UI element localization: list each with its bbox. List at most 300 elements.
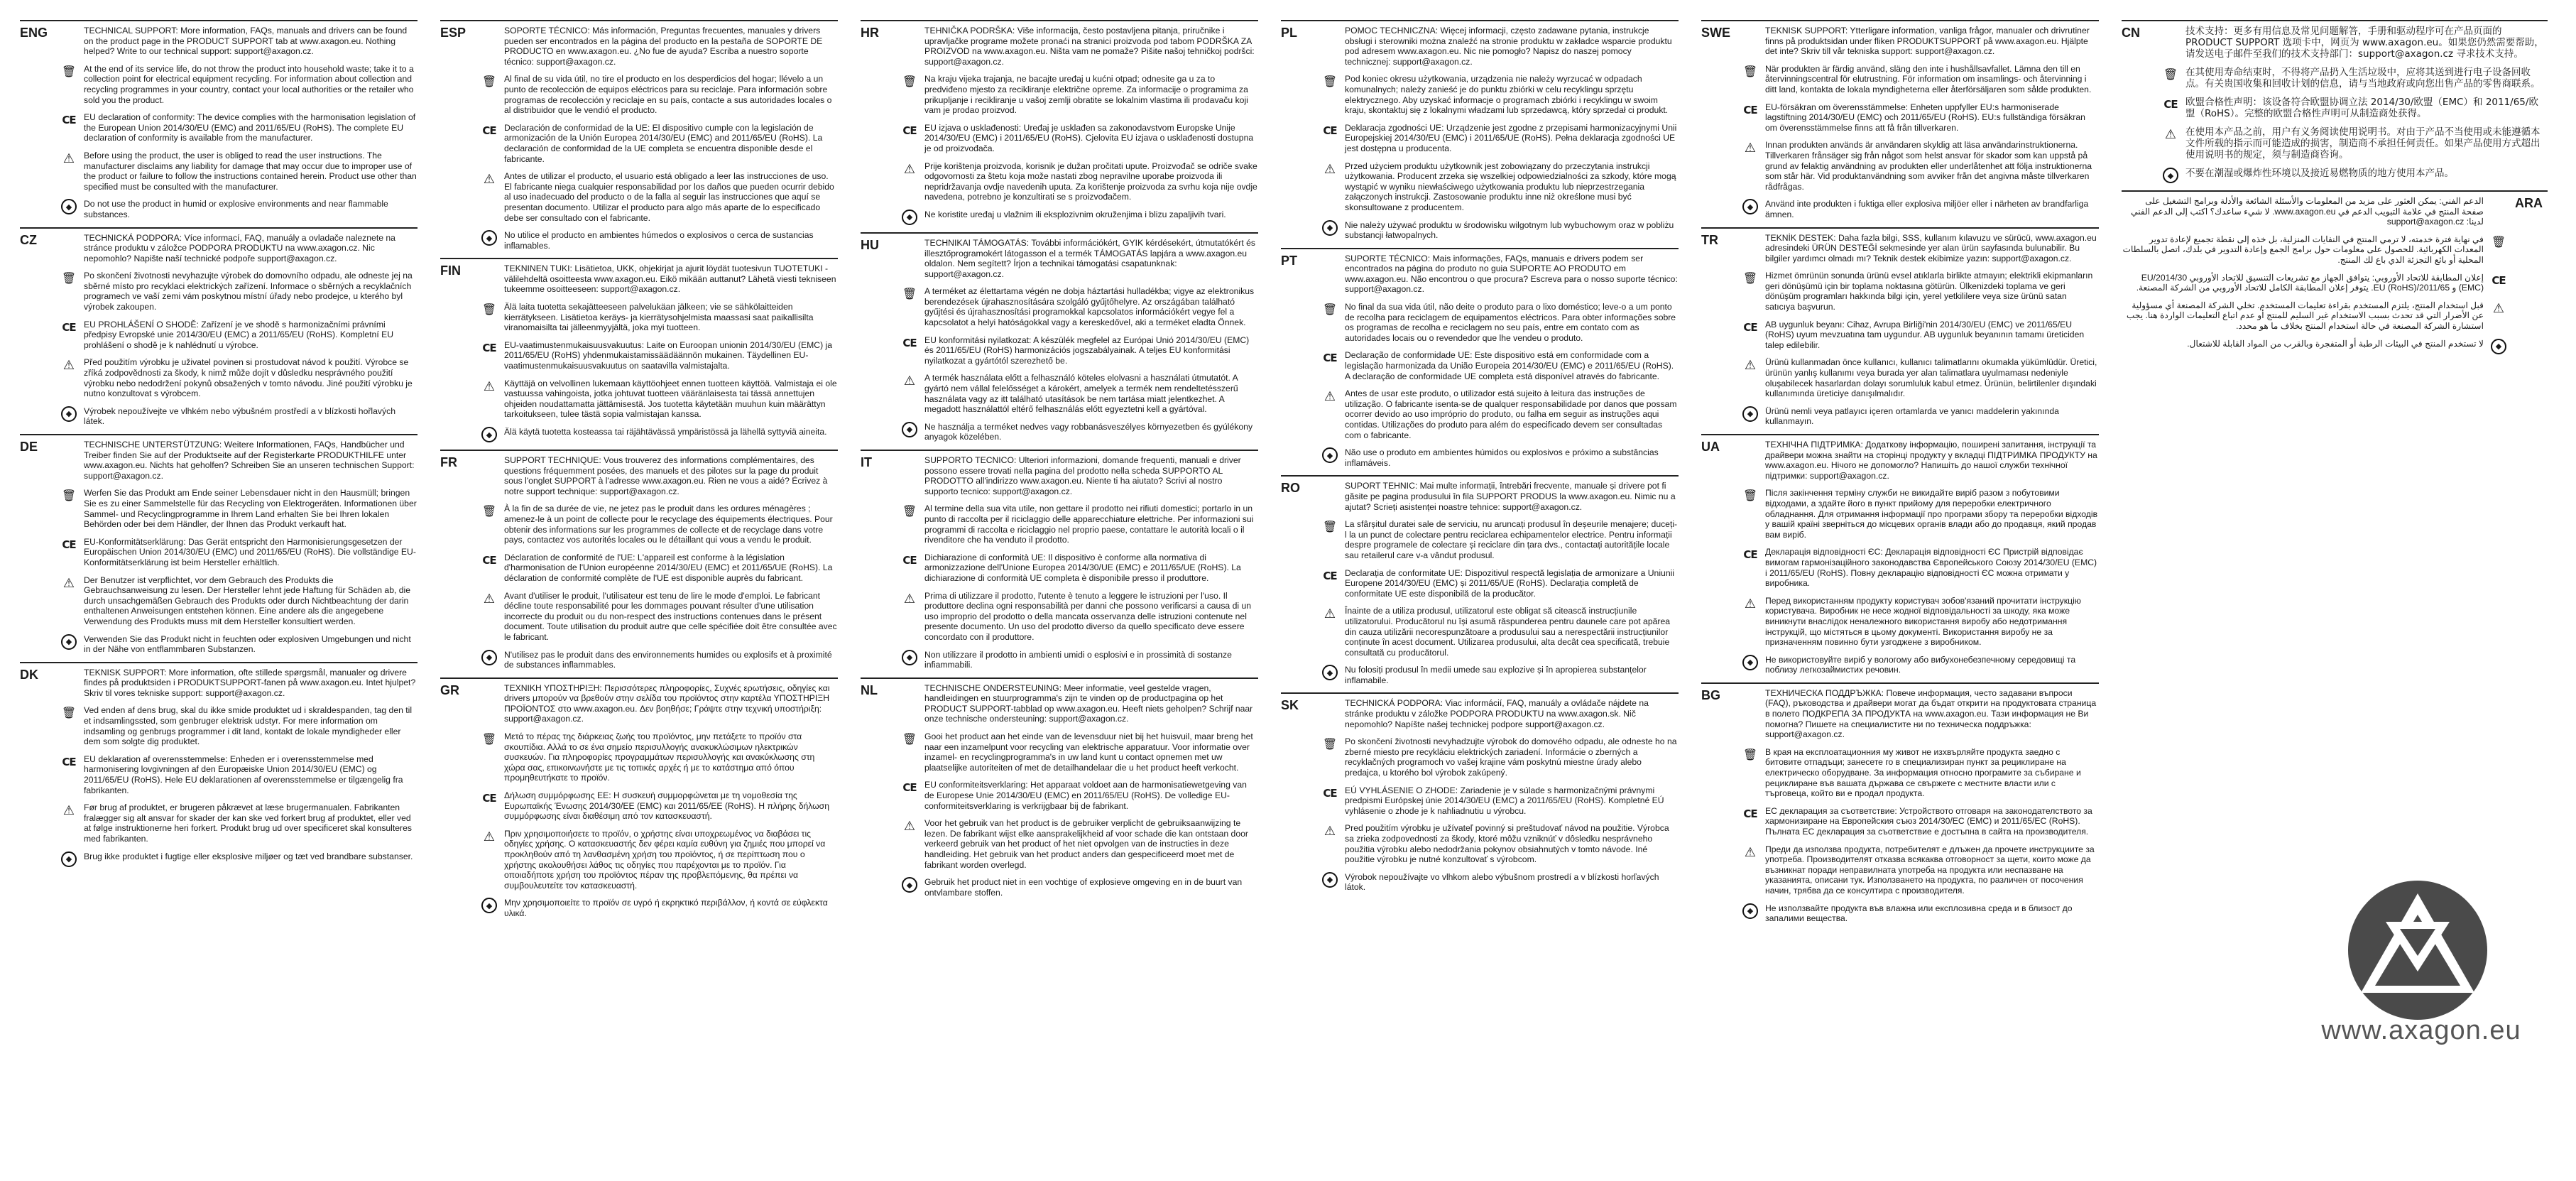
ce-mark-icon: CE — [1323, 786, 1337, 800]
blank-icon-slot — [2161, 26, 2180, 41]
notice-item — [900, 591, 1258, 643]
notice-item — [480, 504, 838, 545]
warning-icon: ⚠ — [1324, 389, 1336, 404]
notice-item — [1321, 785, 1679, 817]
notice-item — [480, 683, 838, 724]
language-code: FR — [440, 455, 457, 469]
notice-text: Før brug af produktet, er brugeren påkrævet at læse brugermanualen. Fabrikanten fralægger sig alt ansvar for skader der kan ske ved forkert brug af produktet, eller ved at følge instruktionerne heri forkert. Produkt brug ud over specificeret skal konsulteres med fabrikanten. — [84, 802, 412, 844]
weee-bin-icon: 🗑 — [902, 506, 917, 518]
notice-item — [2161, 67, 2548, 89]
language-code: RO — [1281, 481, 1300, 496]
notice-item — [1321, 568, 1679, 599]
notice-text: EU deklaration af overensstemmelse: Enheden er i overensstemmelse med harmonisering lovgivningen af den Europæiske Union 2014/30/EU (EMC) og 2011/65/EU (RoHS). Hele EU deklarationen af overensstemmelse er tilgængelig fra fabrikanten. — [84, 753, 403, 795]
language-code: TR — [1701, 232, 1718, 247]
notice-item — [60, 575, 417, 627]
ce-mark-icon: CE — [1743, 807, 1757, 820]
notice-item — [900, 455, 1258, 496]
notice-text: Nie należy używać produktu w środowisku wilgotnym lub wybuchowym oraz w pobliżu substancji łatwopalnych. — [1345, 219, 1674, 241]
notice-item — [900, 683, 1258, 724]
notice-text: Δήλωση συμμόρφωσης ΕΕ: Η συσκευή συμμορφώνεται με τη νομοθεσία της Ευρωπαϊκής Ένωσης 2014/30/ΕΕ (EMC) και 2011/65/ΕΕ (RoHS). Η πλήρης δήλωση συμμόρφωσης είναι διαθέσιμη από τον κατασκευαστή. — [504, 790, 829, 822]
notice-text: Hizmet ömrünün sonunda ürünü evsel atıklarla birlikte atmayın; elektrikli ekipmanların geri dönüşümü için bir toplama noktasına götürün. Ülkenizdeki toplama ve geri dönüşüm programları hakkında bilgi için, yerel yetkililere veya size ürünü satan satıcıya başvurun. — [1765, 271, 2093, 312]
weee-bin-icon: 🗑 — [1742, 749, 1758, 761]
language-section-ara — [2122, 190, 2548, 354]
blank-icon-slot — [60, 668, 78, 683]
no-flammable-icon: ◆ — [60, 851, 78, 867]
warning-icon: ⚠ — [1744, 358, 1757, 373]
notice-text: Înainte de a utiliza produsul, utilizatorul este obligat să citească instrucțiunile utilizatorului. Producătorul nu își asumă răspunderea pentru daunele care pot apărea din cauza utilizării necorespunzătoare a produsului sau a nerespectării instrucțiunilor conținute în acest document. Utilizarea produsului, alta decât cea specificată, trebuie consultată cu producătorul. — [1345, 606, 1670, 658]
notice-text: Ürünü nemli veya patlayıcı içeren ortamlarda ve yanıcı maddelerin yakınında kullanmayın. — [1765, 406, 2059, 427]
notice-item — [480, 123, 838, 164]
notice-text: Voor het gebruik van het product is de gebruiker verplicht de gebruiksaanwijzing te lezen. De fabrikant wijst elke aansprakelijkheid af voor schade die kan ontstaan door verkeerd gebruik van het product of het niet opvolgen van de instructies in deze handleiding. Het gebruik van het product anders dan gespecificeerd moet met de fabrikant worden overlegd. — [924, 818, 1248, 870]
ce-mark-icon: CE — [482, 553, 496, 567]
notice-item — [60, 26, 417, 57]
blank-icon-slot — [900, 26, 919, 41]
notice-text: 在其使用寿命结束时，不得将产品扔入生活垃圾中，应将其送到进行电子设备回收点。有关贵国收集和回收计划的信息，请与当地政府或向您出售产品的零售商联系。 — [2185, 67, 2540, 89]
no-flammable-icon: ◆ — [900, 650, 919, 665]
warning-icon: ⚠ — [1324, 824, 1336, 839]
no-flammable-icon: ◆ — [60, 199, 78, 214]
language-column — [1281, 20, 1679, 900]
notice-text: TEKNISK SUPPORT: More information, ofte stillede spørgsmål, manualer og drivere findes på produktsiden i PRODUKTSUPPORT-fanen på www.axagon.eu. Intet hjulpet? Skriv til vores tekniske support: support@axagon.cz. — [84, 667, 416, 698]
notice-item — [60, 440, 417, 481]
notice-item — [900, 373, 1258, 414]
notice-text: Після закінчення терміну служби не викидайте виріб разом з побутовими відходами, а здайте його в пункт прийому для переробки електричного обладнання. Для отримання інформації про програми збору та переробки відходів у вашій країні зверніться до місцевих органів влади або до продавця, який продав вам виріб. — [1765, 488, 2098, 540]
language-code: CZ — [20, 232, 37, 247]
notice-text: Μην χρησιμοποιείτε το προϊόν σε υγρό ή εκρηκτικό περιβάλλον, ή κοντά σε εύφλεκτα υλικά. — [504, 898, 828, 918]
notice-item — [1741, 903, 2099, 924]
notice-item — [480, 650, 838, 670]
notice-text: TECHNICKÁ PODPORA: Více informací, FAQ, manuály a ovladače naleznete na stránce produktu v záložce PODPORA PRODUKTU na www.axagon.cz. Nic nepomohlo? Napište naší technické podpoře support@axagon.cz. — [84, 232, 395, 263]
notice-text: Använd inte produkten i fuktiga eller explosiva miljöer eller i närheten av brandfarliga ämnen. — [1765, 199, 2089, 219]
language-section-pl — [1281, 20, 1679, 241]
ce-mark-icon: CE — [62, 114, 76, 127]
notice-item — [60, 802, 417, 844]
notice-item — [1321, 606, 1679, 658]
notice-item — [60, 488, 417, 529]
language-code: BG — [1701, 687, 1720, 702]
notice-item — [1741, 655, 2099, 675]
no-flammable-icon: ◆ — [480, 650, 498, 665]
language-section-swe — [1701, 20, 2099, 220]
language-code: FIN — [440, 263, 461, 278]
warning-icon: ⚠ — [483, 172, 496, 187]
ce-mark-icon: CE — [2492, 273, 2506, 287]
language-section-it — [861, 450, 1258, 670]
notice-text: لا تستخدم المنتج في البيئات الرطبة أو المتفجرة وبالقرب من المواد القابلة للاشتعال. — [2187, 338, 2484, 349]
notice-text: À la fin de sa durée de vie, ne jetez pas le produit dans les ordures ménagères ; amenez-le à un point de collecte pour le recyclage des équipements électriques. Pour obtenir des informations sur les programmes de collecte et de recyclage dans votre pays, contactez vos autorités locales ou le détaillant qui vous a vendu le produit. — [504, 504, 833, 545]
no-flammable-icon: ◆ — [1741, 903, 1759, 919]
notice-text: ΤΕΧΝΙΚΗ ΥΠΟΣΤΗΡΙΞΗ: Περισσότερες πληροφορίες, Συχνές ερωτήσεις, οδηγίες και drivers μπορούν να βρεθούν στην σελίδα του προϊόντος στην καρτέλα ΥΠΟΣΤΗΡΙΞΗ ΠΡΟΪΟΝΤΟΣ στο www.axagon.eu. Δεν βοηθήσε; Γράψτε στην τεχνική υποστήριξη: support@axagon.cz. — [504, 682, 830, 724]
warning-icon: ⚠ — [2492, 300, 2505, 315]
warning-icon: ⚠ — [62, 151, 75, 165]
notice-text: EU konformitási nyilatkozat: A készülék megfelel az Európai Unió 2014/30/EU (EMC) és 2011/65/EU (RoHS) harmonizációs jogszabályainak. A teljes EU konformitási nyilatkozat a gyártótól szerezhető be. — [924, 334, 1250, 366]
language-section-bg — [1701, 682, 2099, 924]
notice-text: Käyttäjä on velvollinen lukemaan käyttöohjeet ennen tuotteen käyttöä. Valmistaja ei ole vastuussa vahingoista, jotka johtuvat tuotteen vääränlaisesta tai tässä annettujen ohjeiden noudattamatta jättämisestä. Jos tuotetta käytetään muuhun kuin määrättyn tarkoitukseen, tulee tästä sopia valmistajan kanssa. — [504, 378, 837, 420]
notice-text: 在使用本产品之前，用户有义务阅读使用说明书。对由于产品不当使用或未能遵循本文件所载的指示而可能造成的损害，制造商不承担任何责任。如果产品使用方式超出使用说明书的规定，须与制造商咨询。 — [2185, 126, 2540, 160]
weee-bin-icon: 🗑 — [902, 734, 917, 746]
language-code: PT — [1281, 253, 1298, 268]
notice-item — [60, 406, 417, 427]
notice-text: ТЕХНИЧЕСКА ПОДДРЪЖКА: Повече информация, често задавани въпроси (FAQ), ръководства и драйвери могат да бъдат открити на продуктовата страница в полето ПОДКРЕПА ЗА ПРОДУКТА на www.axagon.eu. Тази информация не Ви помогна? Пишете на специалистите ни по техническа поддръжка: support@axagon.cz. — [1765, 687, 2097, 740]
notice-item — [1741, 844, 2099, 896]
notice-item — [60, 357, 417, 398]
language-column — [861, 20, 1258, 905]
notice-text: Prima di utilizzare il prodotto, l'utente è tenuto a leggere le istruzioni per l'uso. Il produttore declina ogni responsabilità per danni che possono verificarsi a causa di un uso improprio del prodotto o della mancata osservanza delle istruzioni contenute nel presente documento. Un uso del prodotto diverso da quello specificato deve essere concordato con il produttore. — [924, 590, 1252, 642]
notice-item — [480, 427, 838, 442]
notice-item — [2161, 26, 2548, 60]
ce-mark-icon: CE — [1743, 548, 1757, 562]
notice-item — [1741, 233, 2099, 264]
weee-bin-icon: 🗑 — [481, 506, 497, 518]
notice-item — [1321, 447, 1679, 468]
warning-icon: ⚠ — [483, 379, 496, 393]
warning-icon: ⚠ — [2164, 127, 2177, 141]
weee-bin-icon: 🗑 — [61, 273, 77, 285]
notice-text: Déclaration de conformité de l'UE: L'appareil est conforme à la législation d'harmonisation de l'Union européenne 2014/30/EU (EMC) et 2011/65/UE (RoHS). La déclaration de conformité complète de l'UE est disponible auprès du fabricant. — [504, 552, 833, 583]
blank-icon-slot — [1321, 254, 1339, 269]
weee-bin-icon: 🗑 — [1322, 304, 1338, 317]
notice-text: SUPORTE TÉCNICO: Mais informações, FAQs, manuais e drivers podem ser encontrados na página do produto no guia SUPORTE AO PRODUTO em www.axagon.eu. Não encontrou o que procura? Escreva para o nosso suporte técnico: support@axagon.cz. — [1345, 253, 1678, 295]
notice-text: Declarația de conformitate UE: Dispozitivul respectă legislația de armonizare a Uniunii Europene 2014/30/EU (EMC) și 2011/65/UE (RoHS). Declarația completă de conformitate UE este disponibilă de la producător. — [1345, 567, 1675, 599]
notice-item — [2122, 300, 2508, 332]
notice-text: SUPPORTO TECNICO: Ulteriori informazioni, domande frequenti, manuali e driver possono essere trovati nella pagina del prodotto nella scheda SUPPORTO AL PRODOTTO all'indirizzo www.axagon.eu. Niente ti ha aiutato? Scrivi al nostro supporto tecnico: support@axagon.cz. — [924, 455, 1241, 496]
notice-text: N'utilisez pas le produit dans des environnements humides ou explosifs et à proximité de substances inflammables. — [504, 649, 832, 670]
blank-icon-slot — [1741, 26, 1759, 41]
notice-text: Pod koniec okresu użytkowania, urządzenia nie należy wyrzucać w odpadach komunalnych; należy zanieść je do punktu zbiórki w celu recyklingu sprzętu elektrycznego. Aby uzyskać informacje o programach zbiórki i recyklingu w swoim kraju, skontaktuj się z lokalnymi władzami lub sprzedawcą, który sprzedał ci produkt. — [1345, 74, 1669, 116]
notice-item — [2161, 126, 2548, 160]
notice-item — [900, 422, 1258, 442]
language-code: IT — [861, 455, 872, 469]
language-section-dk — [20, 662, 417, 867]
language-section-hu — [861, 232, 1258, 442]
notice-text: Не використовуйте виріб у вологому або вибухонебезпечному середовищі та поблизу легкозаймистих речовин. — [1765, 654, 2076, 675]
no-flammable-icon: ◆ — [1741, 655, 1759, 670]
notice-text: TEHNIČKA PODRŠKA: Više informacija, često postavljena pitanja, priručnike i upravljačke programe možete pronaći na stranici proizvoda pod tabom PODRŠKA ZA PROIZVOD na www.axagon.eu. Ništa vam ne pomaže? Pišite našoj tehničkoj podršci: support@axagon.cz. — [924, 26, 1255, 67]
notice-item — [1741, 271, 2099, 312]
notice-item — [60, 233, 417, 264]
notice-text: EU PROHLÁŠENÍ O SHODĚ: Zařízení je ve shodě s harmonizačními právními předpisy Evropské unie 2014/30/EU (EMC) a 2011/65/EU (RoHS). Kompletní EU prohlášení o shodě je k nahlédnutí u výrobce. — [84, 319, 394, 350]
no-flammable-icon: ◆ — [1321, 665, 1339, 680]
notice-item — [60, 634, 417, 655]
no-flammable-icon: ◆ — [60, 634, 78, 650]
blank-icon-slot — [2489, 196, 2508, 212]
notice-item — [60, 754, 417, 795]
notice-item — [1741, 488, 2099, 540]
notice-text: EÚ VYHLÁSENIE O ZHODE: Zariadenie je v súlade s harmonizačnými právnymi predpismi Európskej únie 2014/30/EU (EMC) a 2011/65/EU (RoHS). Kompletné EÚ vyhlásenie o zhode je k nahliadnutiu u výrobcu. — [1345, 785, 1664, 816]
language-section-de — [20, 434, 417, 655]
notice-item — [1741, 357, 2099, 398]
notice-item — [60, 199, 417, 219]
language-code: ENG — [20, 26, 48, 40]
notice-item — [60, 271, 417, 312]
warning-icon: ⚠ — [903, 819, 916, 834]
notice-text: Ne koristite uređaj u vlažnim ili eksplozivnim okruženjima i blizu zapaljivih tvari. — [924, 209, 1226, 219]
language-code: DK — [20, 667, 38, 682]
no-flammable-icon: ◆ — [1741, 406, 1759, 422]
notice-item — [900, 161, 1258, 202]
notice-item — [1741, 547, 2099, 588]
notice-text: ЕС декларация за съответствие: Устройството отговаря на законодателството за хармонизиране на Европейския съюз 2014/30/ЕС (EMC) и 2011/65/ЕС (RoHS). Пълната ЕС декларация за съответствие е достъпна в сайта на производителя. — [1765, 805, 2092, 837]
blank-icon-slot — [1741, 440, 1759, 455]
warning-icon: ⚠ — [1744, 141, 1757, 156]
blank-icon-slot — [1321, 698, 1339, 714]
notice-item — [900, 238, 1258, 279]
notice-item — [1741, 64, 2099, 95]
blank-icon-slot — [1321, 26, 1339, 41]
notice-item — [1741, 26, 2099, 57]
notice-item — [480, 263, 838, 295]
ce-mark-icon: CE — [62, 755, 76, 768]
notice-item — [480, 379, 838, 420]
notice-text: Перед використанням продукту користувач зобов'язаний прочитати інструкцію користувача. Виробник не несе жодної відповідальності за шкоду, яка може виникнути внаслідок неналежного використання виробу або недотримання інструкцій, що містяться в цьому документі. Використання виробу не за призначенням повинно бути узгоджене з виробником. — [1765, 595, 2081, 648]
weee-bin-icon: 🗑 — [1742, 490, 1758, 503]
notice-text: La sfârșitul duratei sale de serviciu, nu aruncați produsul în deșeurile menajere; duceți-l la un punct de colectare pentru reciclarea echipamentelor electrice. Pentru informații despre programele de colectare și reciclare din țara dvs., contactați autoritățile locale sau retailerul care v-a vândut produsul. — [1345, 519, 1678, 560]
weee-bin-icon: 🗑 — [481, 76, 497, 89]
notice-item — [60, 151, 417, 192]
notice-item — [900, 504, 1258, 545]
notice-item — [900, 209, 1258, 225]
language-section-eng — [20, 20, 417, 220]
notice-text: Dichiarazione di conformità UE: Il dispositivo è conforme alla normativa di armonizzazione dell'Unione Europea 2014/30/UE (EMC) e 2011/65/UE (RoHS). La dichiarazione di conformità UE completa è disponibile presso il produttore. — [924, 552, 1241, 583]
blank-icon-slot — [900, 455, 919, 471]
notice-text: Declaração de conformidade UE: Este dispositivo está em conformidade com a legislação harmonizada da União Europeia 2014/30/EU (EMC) e 2011/65/EU (RoHS). A declaração de conformidade UE completa está disponível através do fabricante. — [1345, 350, 1674, 381]
blank-icon-slot — [60, 26, 78, 41]
notice-item — [1741, 140, 2099, 192]
notice-text: Výrobek nepoužívejte ve vlhkém nebo výbušném prostředí a v blízkosti hořlavých látek. — [84, 406, 395, 427]
notice-text: قبل استخدام المنتج، يلتزم المستخدم بقراءة تعليمات المستخدم. تخلي الشركة المصنعة أي مسؤولية عن الأضرار التي قد تحدث بسبب الاستخدام غير السليم للمنتج أو عدم اتباع التعليمات الواردة هنا. يجب استشارة الشركة المصنعة في حالة استخدام المنتج بخلاف ما هو محدد. — [2126, 300, 2484, 331]
notice-item — [1321, 736, 1679, 778]
notice-item — [480, 171, 838, 223]
notice-text: Μετά το πέρας της διάρκειας ζωής του προϊόντος, μην πετάξετε το προϊόν στα σκουπίδια. Αλλά το σε ένα σημείο περισυλλογής ανακυκλώσιμων ηλεκτρικών συσκευών. Για πληροφορίες προγραμμάτων περισυλλογής και ανακύκλωσης στη χώρα σας, επικοινωνήστε με τις τοπικές αρχές ή με το κατάστημα από όπου προμηθευτήκατε το προϊόν. — [504, 731, 815, 783]
notice-text: EU-försäkran om överensstämmelse: Enheten uppfyller EU:s harmoniserade lagstiftning 2014/30/EU (EMC) och 2011/65/EU (RoHS). EU:s fullständiga försäkran om överensstämmelse finns att få från tillverkaren. — [1765, 102, 2085, 133]
no-flammable-icon: ◆ — [900, 422, 919, 437]
notice-text: AB uygunluk beyanı: Cihaz, Avrupa Birliği'nin 2014/30/EU (EMC) ve 2011/65/EU (RoHS) uyum mevzuatına tam uygundur. AB uygunluk beyanının tamamı üreticiden talep edilebilir. — [1765, 319, 2085, 350]
notice-text: TECHNICAL SUPPORT: More information, FAQs, manuals and drivers can be found on the product page in the PRODUCT SUPPORT tab at www.axagon.eu. Nothing helped? Write to our technical support: support@axagon.cz. — [84, 26, 408, 57]
language-code: ESP — [440, 26, 466, 40]
notice-text: När produkten är färdig använd, släng den inte i hushållsavfallet. Lämna den till en återvinningscentral för elutrustning. För information om insamlings- och återvinning i ditt land, kontakta de lokala myndigheterna eller återförsäljaren som sålde produkten. — [1765, 63, 2092, 94]
notice-text: TEKNİK DESTEK: Daha fazla bilgi, SSS, kullanım kılavuzu ve sürücü, www.axagon.eu adresindeki ÜRÜN DESTEĞİ sekmesinde yer alan ürün sayfasında bulunabilir. Bu bilgiler yardımcı olmadı mı? Teknik destek ekibimize yazın: support@axagon.cz. — [1765, 232, 2097, 263]
notice-item — [2122, 273, 2508, 293]
notice-item — [60, 537, 417, 568]
notice-text: Pred použitím výrobku je užívateľ povinný si preštudovať návod na použitie. Výrobca sa zrieka zodpovednosti za škody, ktoré môžu vzniknúť v dôsledku nesprávneho použitia výrobku alebo nedodržania pokynov obsiahnutých v tomto návode. Iné použitie výrobku je nutné konzultovať s výrobcom. — [1345, 823, 1669, 865]
notice-text: Po skončení životnosti nevyhazujte výrobek do domovního odpadu, ale odneste jej na sběrné místo pro recyklaci elektrických zařízení. Informace o sběrných a recyklačních programech ve vaší zemi vám poskytnou místní úřady nebo prodejce, u kterého byl výrobek zakoupen. — [84, 271, 413, 312]
notice-text: ТЕХНІЧНА ПІДТРИМКА: Додаткову інформацію, поширені запитання, інструкції та драйвери можна знайти на сторінці продукту у вкладці ПІДТРИМКА ПРОДУКТУ на www.axagon.eu. Нічого не допомогло? Напишіть до нашої служби технічної підтримки: support@axagon.cz. — [1765, 440, 2097, 481]
no-flammable-icon: ◆ — [2489, 339, 2508, 354]
notice-item — [1321, 698, 1679, 729]
no-flammable-icon: ◆ — [1321, 872, 1339, 888]
ce-mark-icon: CE — [62, 320, 76, 334]
weee-bin-icon: 🗑 — [1322, 76, 1338, 89]
notice-text: إعلان المطابقة للاتحاد الأوروبي: يتوافق الجهاز مع تشريعات التنسيق للاتحاد الأوروبي 2014/30/EU (EMC) و 2011/65/EU (RoHS). يتوفر إعلان المطابقة الكامل للاتحاد الأوروبي من الشركة المصنعة. — [2136, 272, 2484, 293]
warning-icon: ⚠ — [1324, 606, 1336, 621]
weee-bin-icon: 🗑 — [1322, 739, 1338, 751]
weee-bin-icon: 🗑 — [1742, 273, 1758, 285]
notice-item — [60, 112, 417, 143]
notice-item — [1321, 519, 1679, 560]
ce-mark-icon: CE — [2163, 98, 2178, 111]
blank-icon-slot — [1741, 688, 1759, 704]
weee-bin-icon: 🗑 — [1742, 65, 1758, 78]
notice-item — [2122, 339, 2508, 354]
language-code: HR — [861, 26, 879, 40]
weee-bin-icon: 🗑 — [481, 734, 497, 746]
notice-item — [1741, 406, 2099, 427]
notice-item — [900, 286, 1258, 327]
ce-mark-icon: CE — [1743, 103, 1757, 116]
notice-item — [900, 780, 1258, 811]
notice-item — [480, 829, 838, 891]
ce-mark-icon: CE — [1323, 124, 1337, 137]
notice-text: Avant d'utiliser le produit, l'utilisateur est tenu de lire le mode d'emploi. Le fabricant décline toute responsabilité pour les dommages pouvant résulter d'une utilisation incorrecte du produit ou du non-respect des instructions contenues dans le présent document. Toute utilisation du produit autre que celle spécifiée doit être consultée avec le fabricant. — [504, 590, 837, 642]
blank-icon-slot — [480, 263, 498, 279]
notice-item — [900, 731, 1258, 773]
no-flammable-icon: ◆ — [1321, 220, 1339, 236]
language-section-ua — [1701, 434, 2099, 675]
weee-bin-icon: 🗑 — [902, 76, 917, 89]
notice-text: 欧盟合格性声明：该设备符合欧盟协调立法 2014/30/欧盟（EMC）和 2011/65/欧盟（RoHS）。完整的欧盟合格性声明可从制造商处获得。 — [2185, 97, 2538, 119]
language-code: UA — [1701, 440, 1720, 454]
notice-text: EU declaration of conformity: The device complies with the harmonisation legislation of the European Union 2014/30/EU (EMC) and 2011/65/EU (RoHS). The complete EU declaration of conformity is available from the manufacturer. — [84, 112, 416, 143]
notice-text: TECHNIKAI TÁMOGATÁS: További információkért, GYIK kérdésekért, útmutatókért és illesztőprogramokért látogasson el a termék TÁMOGATÁS lapjára a www.axagon.eu oldalon. Nem segített? Írjon a technikai támogatási csapatunknak: support@axagon.cz. — [924, 237, 1255, 279]
language-section-hr — [861, 20, 1258, 225]
notice-text: Prije korištenja proizvoda, korisnik je dužan pročitati upute. Proizvođač se odriče svake odgovornosti za štetu koja može nastati zbog nepravilne uporabe proizvoda ili nepridržavanja ovdje navedenih uputa. Za korištenje proizvoda za svrhu koja nije ovdje navedena, potrebno je konzultirati se s proizvođačem. — [924, 160, 1257, 202]
notice-text: Не използвайте продукта във влажна или експлозивна среда и в близост до запалими вещества. — [1765, 903, 2073, 924]
warning-icon: ⚠ — [62, 575, 75, 590]
notice-text: Verwenden Sie das Produkt nicht in feuchten oder explosiven Umgebungen und nicht in der Nähe von entflammbaren Substanzen. — [84, 633, 411, 655]
blank-icon-slot — [900, 238, 919, 254]
notice-text: 不要在潮湿或爆炸性环境以及接近易燃物质的地方使用本产品。 — [2185, 168, 2454, 179]
notice-item — [480, 455, 838, 496]
notice-text: Innan produkten används är användaren skyldig att läsa användarinstruktionerna. Tillverkaren frånsäger sig från något som helst ansvar för skador som kan uppstå på grund av felaktig användning av produkten eller underlåtenhet att följa instruktionerna som står här. Vid produktanvändning som avviker från det angivna måste tillverkaren rådfrågas. — [1765, 140, 2092, 192]
ce-mark-icon: CE — [482, 341, 496, 354]
no-flammable-icon: ◆ — [2161, 168, 2180, 183]
language-section-gr — [440, 677, 838, 919]
ce-mark-icon: CE — [902, 553, 917, 567]
language-section-nl — [861, 677, 1258, 898]
notice-text: At the end of its service life, do not throw the product into household waste; take it to a collection point for electrical equipment recycling. For information about collection and recycling programmes in your country, contact your local authorities or the retailer who sold you the product. — [84, 63, 414, 105]
no-flammable-icon: ◆ — [900, 209, 919, 225]
axagon-url: www.axagon.eu — [2321, 1016, 2521, 1045]
notice-text: Ne használja a terméket nedves vagy robbanásveszélyes környezetben és gyúlékony anyagok közelében. — [924, 421, 1253, 442]
no-flammable-icon: ◆ — [60, 406, 78, 422]
notice-item — [1741, 596, 2099, 648]
weee-bin-icon: 🗑 — [902, 288, 917, 301]
language-code: ARA — [2515, 196, 2543, 210]
language-column — [1701, 20, 2099, 931]
ce-mark-icon: CE — [1323, 352, 1337, 365]
no-flammable-icon: ◆ — [480, 230, 498, 246]
notice-item — [1321, 823, 1679, 864]
notice-item — [900, 123, 1258, 154]
notice-text: Πριν χρησιμοποιήσετε το προϊόν, ο χρήστης είναι υποχρεωμένος να διαβάσει τις οδηγίες χρήσης. Ο κατασκευαστής δεν φέρει καμία ευθύνη για ζημιές που μπορεί να προκληθούν από τη λανθασμένη χρήση του προϊόντος, ή σε περίπτωση που ο χρήστης ακολουθήσει λάθος τις οδηγίες που παρέχονται με το προϊόν. Για οποιαδήποτε χρήση του προϊόντος πέραν της προβλεπόμενης, θα πρέπει να συμβουλευτείτε τον κατασκευαστή. — [504, 828, 826, 891]
notice-text: Преди да използва продукта, потребителят е длъжен да прочете инструкциите за употреба. Производителят отказва всякаква отговорност за щети, които може да възникнат поради неправилната употреба на продукта или неспазване на указанията, описани тук. Използването на продукта, по различен от посочения начин, трябва да се консултира с производителя. — [1765, 844, 2095, 896]
notice-text: Deklaracja zgodności UE: Urządzenie jest zgodne z przepisami harmonizacyjnymi Unii Europejskiej 2014/30/EU (EMC) i 2011/65/UE (RoHS). Pełna deklaracja zgodności UE jest dostępna u producenta. — [1345, 122, 1677, 153]
warning-icon: ⚠ — [903, 161, 916, 176]
warning-icon: ⚠ — [1744, 596, 1757, 611]
notice-text: Декларація відповідності ЄС: Декларація відповідності ЄС Пристрій відповідає вимогам гармонізаційного законодавства Європейського Союзу 2014/30/EU (EMC) і 2011/65/EU (RoHS). Повну декларацію відповідності ЄС можна отримати у виробника. — [1765, 547, 2097, 589]
notice-text: 技术支持：更多有用信息及常见问题解答，手册和驱动程序可在产品页面的 PRODUCT SUPPORT 选项卡中，网页为 www.axagon.eu。如果您仍然需要帮助，请发送电子邮件至我们的技术支持部门：support@axagon.cz 寻求技术支持。 — [2185, 26, 2544, 60]
notice-text: Po skončení životnosti nevyhadzujte výrobok do domového odpadu, ale odneste ho na zberné miesto pre recykláciu elektrických zariadení. Informácie o zberných a recyklačných programoch vo vašej krajine vám poskytnú miestne úrady alebo predajca, u ktorého bol výrobok zakúpený. — [1345, 736, 1677, 778]
notice-text: TECHNICKÁ PODPORA: Viac informácií, FAQ, manuály a ovládače nájdete na stránke produktu v záložke PODPORA PRODUKTU na www.axagon.sk. Nič nepomohlo? Napíšte našej technickej podpore support@axagon.cz. — [1345, 698, 1649, 729]
notice-text: SUPPORT TECHNIQUE: Vous trouverez des informations complémentaires, des questions fréquemment posées, des manuels et des pilotes sur la page du produit sous l'onglet SUPPORT à l'adresse www.axagon.eu. Rien ne vous a aidé? Écrivez à notre support technique: support@axagon.cz. — [504, 455, 828, 496]
language-column — [2122, 20, 2548, 361]
notice-item — [1741, 320, 2099, 351]
notice-text: TECHNISCHE ONDERSTEUNING: Meer informatie, veel gestelde vragen, handleidingen en stuurprogramma's zijn te vinden op de productpagina op het PRODUCT SUPPORT-tabblad op www.axagon.eu. Heeft niets geholpen? Schrijf naar onze technische ondersteuning: support@axagon.cz. — [924, 682, 1253, 724]
notice-text: A termék használata előtt a felhasználó köteles elolvasni a használati útmutatót. A gyártó nem vállal felelősséget a károkért, amelyek a termék nem rendeltetésszerű használata vagy az itt található utasítások be nem tartása miatt jelentkezhet. A megadott használattól eltérő felhasználás előtt egyeztetni kell a gyártóval. — [924, 373, 1238, 415]
language-code: PL — [1281, 26, 1298, 40]
notice-text: SOPORTE TÉCNICO: Más información, Preguntas frecuentes, manuales y drivers pueden ser encontrados en la página del producto en la pestaña de SOPORTE DE PRODUCTO en www.axagon.eu. ¿No fue de ayuda? Escriba a nuestro soporte técnico: support@axagon.cz. — [504, 26, 823, 67]
notice-item — [900, 553, 1258, 584]
weee-bin-icon: 🗑 — [481, 304, 497, 317]
weee-bin-icon: 🗑 — [61, 490, 77, 503]
notice-item — [2122, 234, 2508, 266]
notice-text: Nu folosiți produsul în medii umede sau explozive și în apropierea substanțelor inflamabile. — [1345, 665, 1647, 685]
blank-icon-slot — [60, 233, 78, 249]
notice-item — [60, 668, 417, 699]
notice-item — [1321, 74, 1679, 115]
notice-text: Gebruik het product niet in een vochtige of explosieve omgeving en in de buurt van ontvlambare stoffen. — [924, 877, 1243, 898]
notice-text: Älä laita tuotetta sekajätteeseen palvelukäan jälkeen; vie se sähkölaitteiden kierrätykseen. Lisätietoa keräys- ja kierrätysohjelmista maassasi saat paikallisilta viranomaisilta tai jälleenmyyjältä, joka myi tuotteen. — [504, 302, 814, 333]
language-code: GR — [440, 682, 459, 697]
blank-icon-slot — [900, 683, 919, 699]
notice-text: الدعم الفني: يمكن العثور على مزيد من المعلومات والأسئلة الشائعة والأدلة وبرامج التشغيل على صفحة المنتج في علامة التبويب الدعم في www.axagon.eu. لا شيء ساعدك؟ اكتب إلى الدعم الفني لدينا: support@axagon.cz — [2131, 196, 2484, 227]
notice-text: В края на експлоатационния му живот не изхвърляйте продукта заедно с битовите отпадъци; занесете го в специализиран пункт за рециклиране на електрическо оборудване. За информация относно програмите за събиране и рециклиране във вашата държава се свържете с местните власти или с търговеца, който ви е продал продукта. — [1765, 746, 2081, 799]
notice-item — [1741, 688, 2099, 740]
language-column — [440, 20, 838, 926]
notice-text: Al termine della sua vita utile, non gettare il prodotto nei rifiuti domestici; portarlo in un punto di raccolta per il riciclaggio delle apparecchiature elettriche. Per informazioni sui programmi di raccolta e riciclaggio nel proprio paese, contattare le autorità locali o il rivenditore che ha venduto il prodotto. — [924, 504, 1254, 545]
language-section-tr — [1701, 227, 2099, 428]
notice-text: Ürünü kullanmadan önce kullanıcı, kullanıcı talimatlarını okumakla yükümlüdür. Üretici, ürünün yanlış kullanımı veya burada yer alan talimatlara uyulmaması nedeniyle oluşabilecek hasarlardan dolayı sorumluluk kabul etmez. Ürünün, belirtilenler dışındaki kullanımında üreticiye danışılmalıdır. — [1765, 357, 2097, 399]
ce-mark-icon: CE — [1323, 569, 1337, 582]
notice-item — [2161, 168, 2548, 183]
notice-text: No utilice el producto en ambientes húmedos o explosivos o cerca de sustancias inflamables. — [504, 230, 814, 251]
no-flammable-icon: ◆ — [480, 427, 498, 442]
notice-text: Non utilizzare il prodotto in ambienti umidi o esplosivi e in prossimità di sostanze infiammabili. — [924, 649, 1232, 670]
notice-text: في نهاية فترة خدمته، لا ترمي المنتج في النفايات المنزلية، بل خذه إلى نقطة تجميع لإعادة تدوير المعدات الكهربائية. للحصول على معلومات حول برامج الجمع وإعادة التدوير في بلدك، اتصل بالسلطات المحلية أو بائع التجزئة الذي باع لك المنتج. — [2122, 234, 2484, 265]
warning-icon: ⚠ — [62, 358, 75, 373]
language-code: SWE — [1701, 26, 1731, 40]
notice-item — [900, 650, 1258, 670]
notice-item — [60, 64, 417, 105]
notice-text: Na kraju vijeka trajanja, ne bacajte uređaj u kućni otpad; odnesite ga u za to predviđeno mjesto za recikliranje električne opreme. Za informacije o programima za prikupljanje i recikliranje u vašoj zemlji obratite se lokalnim vlastima ili prodavaču koji vam je prodao proizvod. — [924, 74, 1248, 116]
notice-text: Antes de utilizar el producto, el usuario está obligado a leer las instrucciones de uso. El fabricante niega cualquier responsabilidad por los daños que pueden ocurrir debido al uso inadecuado del producto o de la falla al seguir las instrucciones que aquí se presentan documento. Utilizar el producto para algo más aparte de lo especificado debe ser consultado con el fabricante. — [504, 171, 834, 223]
language-code: SK — [1281, 698, 1299, 713]
warning-icon: ⚠ — [903, 374, 916, 388]
notice-text: TEKNISK SUPPORT: Ytterligare information, vanliga frågor, manualer och drivrutiner finns på produktsidan under fliken PRODUKTSUPPORT på www.axagon.eu. Hjälpte det inte? Skriv till vår tekniska support: support@axagon.cz. — [1765, 26, 2090, 57]
notice-text: POMOC TECHNICZNA: Więcej informacji, często zadawane pytania, instrukcje obsługi i sterowniki można znaleźć na stronie produktu w zakładce wsparcie produktu pod adresem www.axagon.eu. Nic nie pomogło? Napisz do naszej pomocy technicznej: support@axagon.cz. — [1345, 26, 1672, 67]
notice-text: Antes de usar este produto, o utilizador está sujeito à leitura das instruções de utilização. O fabricante isenta-se de qualquer responsabilidade por danos que possam ocorrer devido ao uso impróprio do produto, ou falha em seguir as instruções aqui contidas. Utilizações do produto para além do especificado devem ser consultadas com o fabricante. — [1345, 388, 1677, 440]
ce-mark-icon: CE — [62, 538, 76, 551]
notice-text: EU izjava o usklađenosti: Uređaj je usklađen sa zakonodavstvom Europske Unije 2014/30/EU (EMC) i 2011/65/EU (RoHS). Cjelovita EU izjava o usklađenosti dostupna je od proizvođača. — [924, 122, 1254, 153]
no-flammable-icon: ◆ — [900, 877, 919, 893]
notice-item — [900, 26, 1258, 67]
notice-item — [1741, 440, 2099, 481]
weee-bin-icon: 🗑 — [2163, 69, 2178, 81]
notice-item — [480, 898, 838, 918]
notice-item — [60, 705, 417, 746]
notice-item — [1741, 747, 2099, 799]
weee-bin-icon: 🗑 — [61, 707, 77, 720]
ce-mark-icon: CE — [1743, 320, 1757, 334]
notice-text: EU conformiteitsverklaring: Het apparaat voldoet aan de harmonisatiewetgeving van de Europese Unie 2014/30/EU (EMC) en 2011/65/EU (RoHS). De volledige EU-conformiteitsverklaring is verkrijgbaar bij de fabrikant. — [924, 780, 1247, 811]
notice-text: Declaración de conformidad de la UE: El dispositivo cumple con la legislación de armonización de la Unión Europea 2014/30/EU (EMC) and 2011/65/EU (RoHS). La declaración de conformidad de la UE completa se encuentra disponible desde el fabricante. — [504, 122, 823, 164]
weee-bin-icon: 🗑 — [1322, 521, 1338, 534]
blank-icon-slot — [1741, 233, 1759, 249]
notice-item — [480, 74, 838, 115]
notice-text: Do not use the product in humid or explosive environments and near flammable substances. — [84, 199, 388, 219]
blank-icon-slot — [480, 683, 498, 699]
notice-text: TECHNISCHE UNTERSTÜTZUNG: Weitere Informationen, FAQs, Handbücher und Treiber finden Sie auf der Produktseite auf der Registerkarte PRODUKTHILFE unter www.axagon.eu. Nichts hat geholfen? Schreiben Sie an unseren technischen Support: support@axagon.cz. — [84, 440, 415, 481]
